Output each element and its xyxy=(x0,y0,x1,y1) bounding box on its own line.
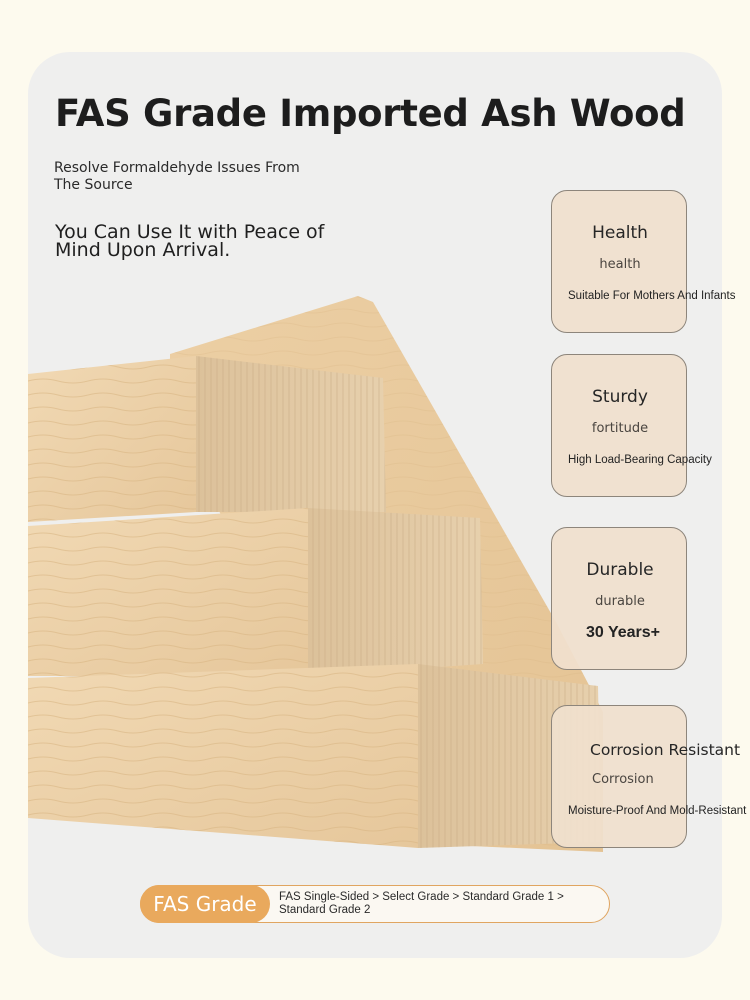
feature-description: 30 Years+ xyxy=(585,624,660,641)
feature-card-durable xyxy=(551,527,687,670)
feature-title: Health xyxy=(592,223,648,243)
feature-card-sturdy xyxy=(551,354,712,497)
feature-description: Moisture-Proof And Mold-Resistant xyxy=(568,805,747,817)
feature-subtitle: Corrosion xyxy=(592,772,654,787)
feature-subtitle: fortitude xyxy=(591,421,649,436)
grade-badge: FAS Grade xyxy=(140,885,270,923)
grade-indicator xyxy=(140,885,610,923)
product-card xyxy=(28,52,747,958)
page-title: FAS Grade Imported Ash Wood xyxy=(55,92,686,135)
grade-path-text: FAS Single-Sided > Select Grade > Standard Grade 1 > Standard Grade 2 xyxy=(279,891,564,916)
subtitle: Resolve Formaldehyde Issues From The Source xyxy=(54,160,300,193)
feature-description: Suitable For Mothers And Infants xyxy=(568,290,736,302)
feature-title: Sturdy xyxy=(592,387,648,407)
feature-subtitle: durable xyxy=(595,594,645,609)
feature-card-corrosion-resistant xyxy=(551,705,747,848)
feature-subtitle: health xyxy=(599,257,641,272)
feature-title: Durable xyxy=(586,560,654,580)
feature-description: High Load-Bearing Capacity xyxy=(568,454,712,466)
feature-title: Corrosion Resistant xyxy=(590,741,741,759)
tagline: You Can Use It with Peace of Mind Upon Arrival. xyxy=(55,221,325,261)
feature-card-health xyxy=(551,190,736,333)
